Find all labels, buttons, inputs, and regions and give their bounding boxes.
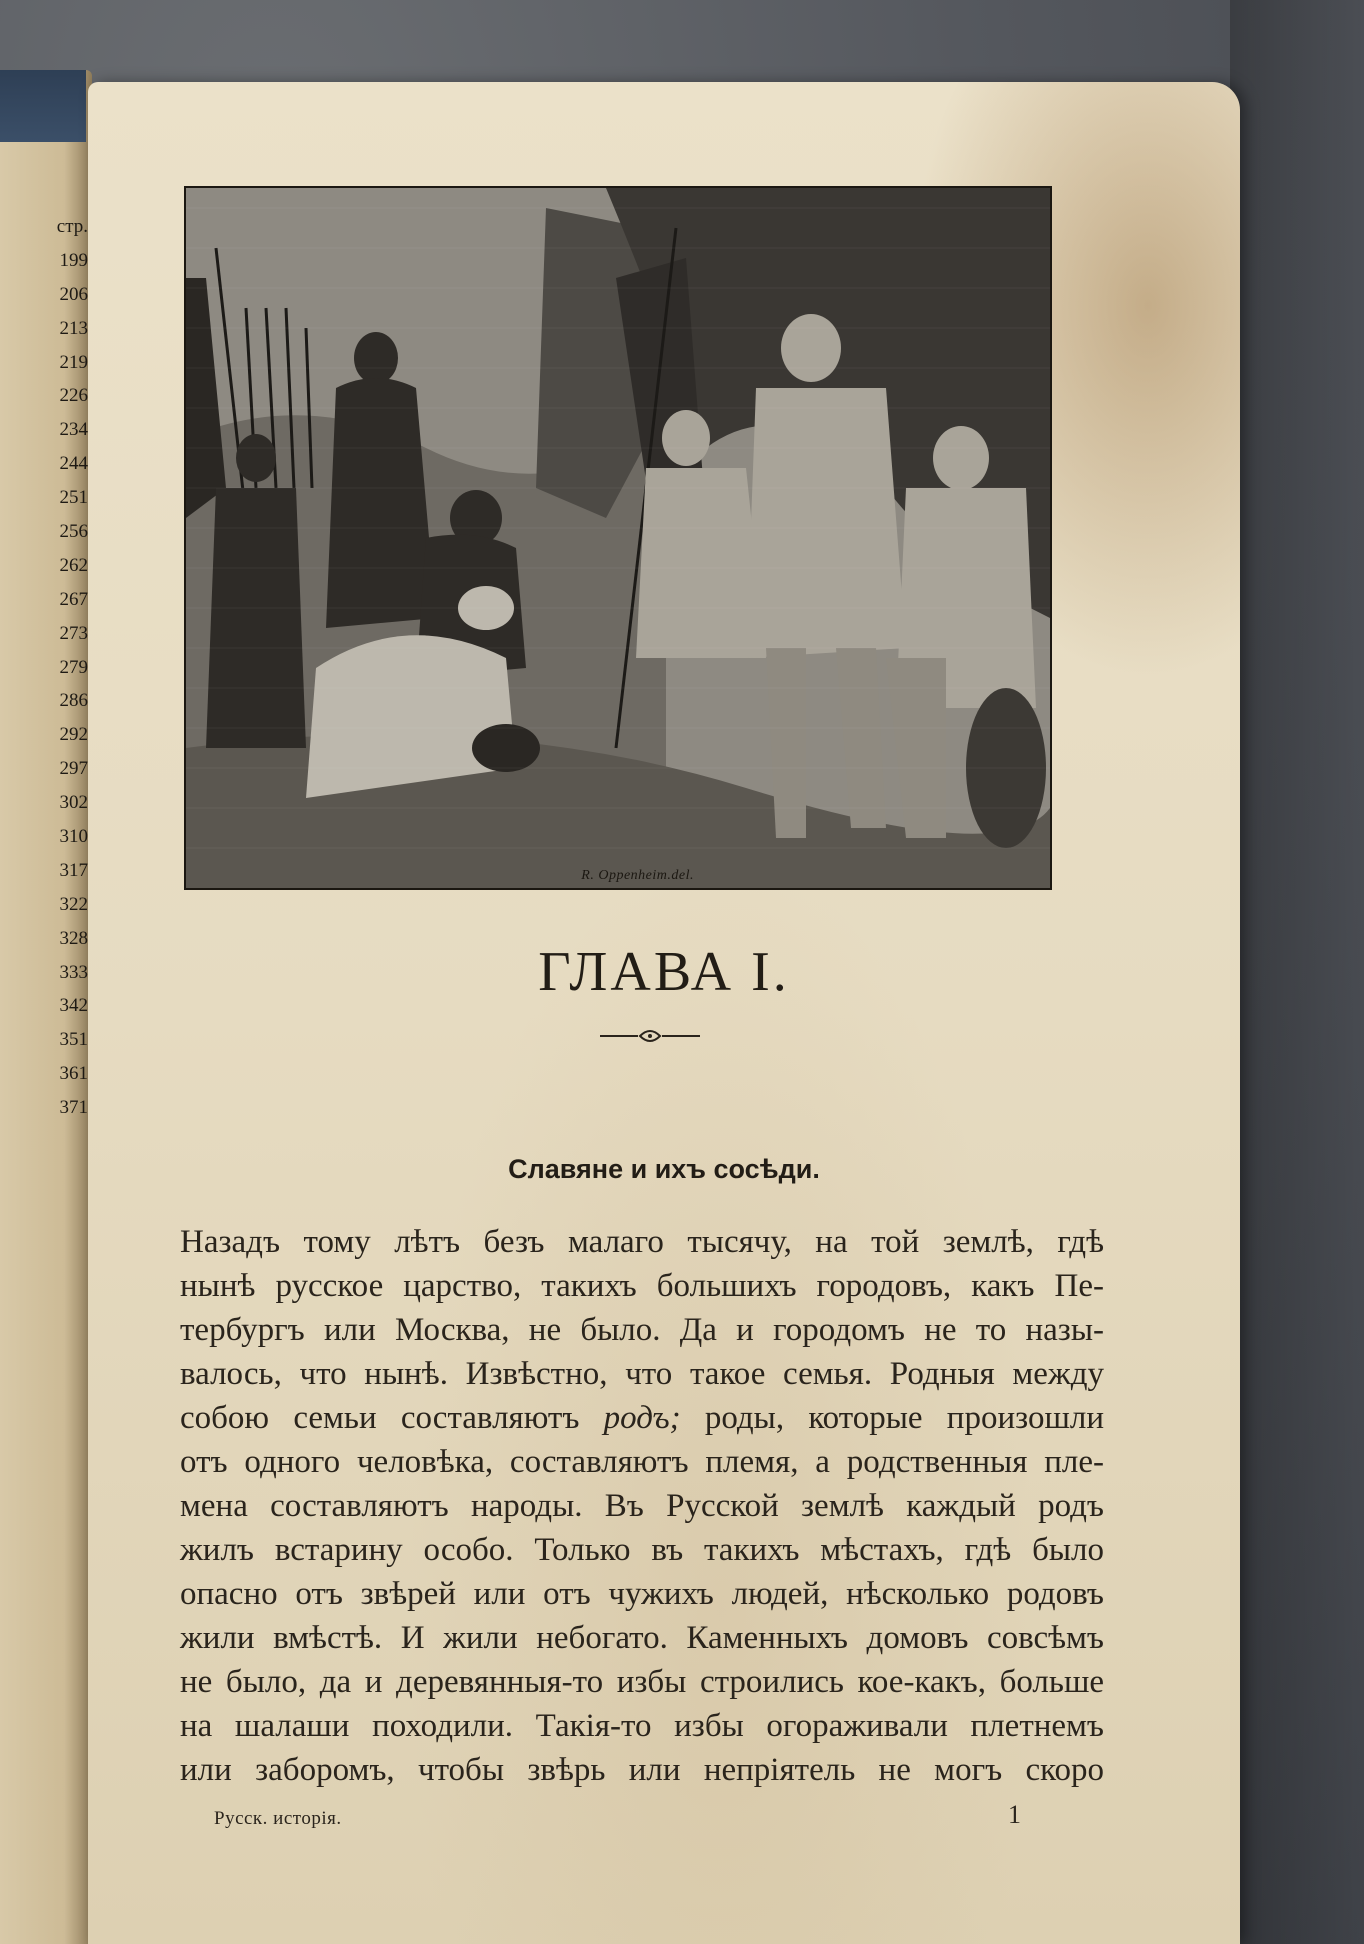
toc-number: 292 [59,724,88,746]
book-page [88,82,1240,1944]
toc-number: 273 [59,622,88,644]
toc-number: 328 [59,927,88,949]
toc-number: 244 [59,453,88,475]
toc-number: 302 [59,792,88,814]
engraving-illustration [184,186,1052,890]
text-segment: собою семьи составляютъ [180,1400,604,1436]
text-line: валось, что нынѣ. Извѣстно, что такое семья. Родныя между [180,1356,1104,1392]
italic-term: родъ; [603,1400,681,1436]
text-line: отъ одного человѣка, составляютъ племя, а родственныя пле- [180,1444,1104,1480]
toc-number: 297 [59,758,88,780]
toc-number: 342 [59,995,88,1017]
text-line: жилъ встарину особо. Только въ такихъ мѣстахъ, гдѣ было [180,1532,1104,1568]
illustration-credit: R. Oppenheim.del. [581,868,694,883]
book-binding [0,70,86,142]
toc-number: 234 [59,419,88,441]
left-facing-page [0,70,92,1944]
toc-number: 361 [59,1063,88,1085]
table-of-contents-column [4,210,94,1125]
toc-number: 213 [59,317,88,339]
text-line: или заборомъ, чтобы звѣрь или непріятель не могъ скоро [180,1752,1104,1788]
toc-number: 262 [59,554,88,576]
engraving-scene [186,188,1050,888]
text-line: жили вмѣстѣ. И жили небогато. Каменныхъ домовъ совсѣмъ [180,1620,1104,1656]
toc-number: 371 [59,1097,88,1119]
toc-number: 219 [59,351,88,373]
toc-number: 206 [59,283,88,305]
background-shadow [1230,0,1364,1944]
text-line: на шалаши походили. Такія-то избы огораживали плетнемъ [180,1708,1104,1744]
toc-number: 333 [59,961,88,983]
toc-number: 310 [59,826,88,848]
text-line: Назадъ тому лѣтъ безъ малаго тысячу, на той землѣ, гдѣ [180,1224,1104,1260]
toc-number: 317 [59,859,88,881]
toc-number: 251 [59,487,88,509]
body-paragraph [180,1220,1104,1792]
toc-number: 279 [59,656,88,678]
text-line [180,1396,1104,1440]
toc-number: 267 [59,588,88,610]
chapter-heading: ГЛАВА I. [538,941,790,1003]
toc-number: 286 [59,690,88,712]
page-number: 1 [1008,1800,1021,1829]
toc-header: стр. [56,216,88,237]
text-line: тербургъ или Москва, не было. Да и городомъ не то назы- [180,1312,1104,1348]
ornament-divider-icon [600,1026,700,1046]
text-segment: роды, которые произошли [680,1400,1104,1436]
text-line: не было, да и деревянныя-то избы строились кое-какъ, больше [180,1664,1104,1700]
text-line: опасно отъ звѣрей или отъ чужихъ людей, нѣсколько родовъ [180,1576,1104,1612]
text-line: мена составляютъ народы. Въ Русской землѣ каждый родъ [180,1488,1104,1524]
chapter-title: Славяне и ихъ сосѣди. [508,1154,820,1184]
toc-number: 199 [59,249,88,271]
text-line: нынѣ русское царство, такихъ большихъ городовъ, какъ Пе- [180,1268,1104,1304]
toc-number: 226 [59,385,88,407]
toc-number: 256 [59,521,88,543]
toc-number: 351 [59,1029,88,1051]
toc-number: 322 [59,893,88,915]
footer-signature: Русск. исторія. [214,1808,342,1829]
